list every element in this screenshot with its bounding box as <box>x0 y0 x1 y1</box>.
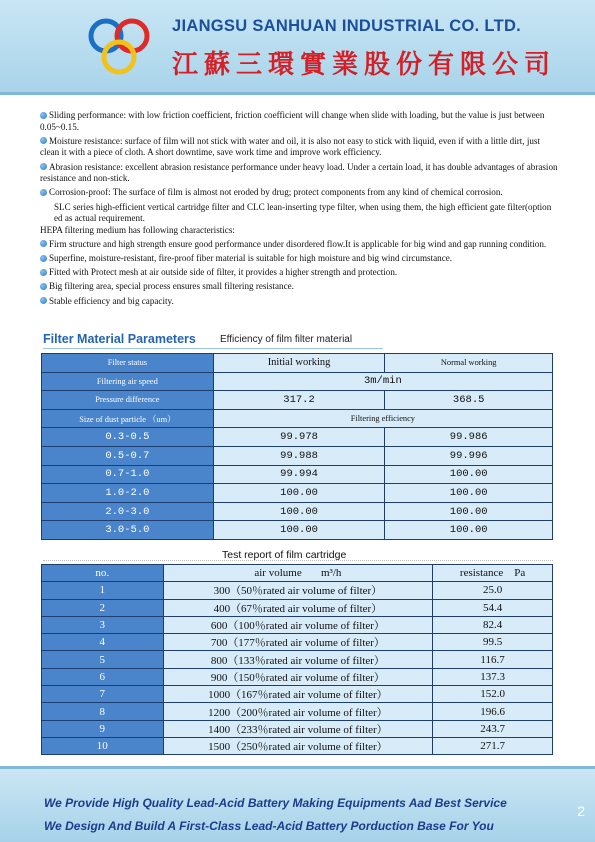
table-cell: 317.2 <box>213 391 385 410</box>
body-text <box>40 110 560 310</box>
section-divider <box>43 348 383 349</box>
list-item: Abrasion resistance: excellent abrasion resistance performance under heavy load. Under a certain load, it has double advantages of abrasion resistance and non-stick. <box>40 161 558 184</box>
table-header-cell: resistance Pa <box>433 565 553 582</box>
table-cell: 99.978 <box>213 428 385 447</box>
table-row <box>42 409 553 428</box>
section-subtitle: Efficiency of film filter material <box>220 334 353 345</box>
table-cell: 100.00 <box>213 521 385 540</box>
test-report-table <box>41 564 553 755</box>
bullet-icon <box>40 163 47 170</box>
table-cell: Filtering efficiency <box>213 409 552 428</box>
page-footer <box>0 766 595 842</box>
section-title: Filter Material Parameters <box>43 332 196 346</box>
table-cell: 7 <box>42 686 164 703</box>
table-cell: 100.00 <box>385 521 553 540</box>
table-row <box>42 634 553 651</box>
table-cell: 82.4 <box>433 616 553 633</box>
table-row <box>42 502 553 521</box>
table-cell: Initial working <box>213 354 385 373</box>
table-cell: 1 <box>42 582 164 599</box>
list-item: Stable efficiency and big capacity. <box>40 296 560 308</box>
list-item: Big filtering area, special process ensures small filtering resistance. <box>40 281 560 293</box>
table-cell: 5 <box>42 651 164 668</box>
report-title: Test report of film cartridge <box>222 549 347 561</box>
table-row <box>42 668 553 685</box>
table-cell: 1500（250％rated air volume of filter） <box>163 737 433 754</box>
table-cell: 6 <box>42 668 164 685</box>
table-cell: 137.3 <box>433 668 553 685</box>
table-cell: 1.0-2.0 <box>42 484 214 503</box>
list-item: Corrosion-proof: The surface of film is almost not eroded by drug; protect components from any kind of chemical corrosion. <box>40 187 560 199</box>
table-cell: 54.4 <box>433 599 553 616</box>
footer-divider <box>0 766 595 769</box>
table-row <box>42 582 553 599</box>
table-cell: 300（50％rated air volume of filter） <box>163 582 433 599</box>
table-row <box>42 372 553 391</box>
table-cell: 243.7 <box>433 720 553 737</box>
filter-parameters-table <box>41 353 553 540</box>
table-row <box>42 484 553 503</box>
table-row <box>42 465 553 484</box>
bullet-icon <box>40 255 47 262</box>
table-row <box>42 391 553 410</box>
table-cell: 3.0-5.0 <box>42 521 214 540</box>
table-row <box>42 737 553 754</box>
table-cell: 99.986 <box>385 428 553 447</box>
table-row <box>42 521 553 540</box>
table-cell: 196.6 <box>433 703 553 720</box>
company-name-cn: 江蘇三環實業股份有限公司 <box>172 50 557 80</box>
table-cell: 4 <box>42 634 164 651</box>
table-cell: 1200（200％rated air volume of filter） <box>163 703 433 720</box>
list-item: Fitted with Protect mesh at air outside side of filter, it provides a higher strength and protection. <box>40 267 560 279</box>
table-cell: 0.7-1.0 <box>42 465 214 484</box>
table-header-cell: air volume m³/h <box>163 565 433 582</box>
table-header-cell: no. <box>42 565 164 582</box>
table-cell: Pressure difference <box>42 391 214 410</box>
bullet-icon <box>40 269 47 276</box>
table-row <box>42 599 553 616</box>
table-cell: 100.00 <box>385 484 553 503</box>
table-cell: 99.996 <box>385 446 553 465</box>
table-row <box>42 703 553 720</box>
table-cell: Filtering air speed <box>42 372 214 391</box>
company-name-en: JIANGSU SANHUAN INDUSTRIAL CO. LTD. <box>172 17 522 35</box>
list-item: Firm structure and high strength ensure good performance under disordered flow.It is applicable for big wind and gap running condition. <box>40 239 560 251</box>
table-cell: Normal working <box>385 354 553 373</box>
table-cell: 368.5 <box>385 391 553 410</box>
table-cell: 700（177％rated air volume of filter） <box>163 634 433 651</box>
table-cell: 100.00 <box>385 465 553 484</box>
divider <box>43 560 553 561</box>
table-cell: Size of dust particle （um） <box>42 409 214 428</box>
table-cell: 1000（167％rated air volume of filter） <box>163 686 433 703</box>
table-cell: 8 <box>42 703 164 720</box>
table-cell: 0.3-0.5 <box>42 428 214 447</box>
bullet-icon <box>40 189 47 196</box>
page-number: 2 <box>577 803 585 819</box>
table-cell: 100.00 <box>213 484 385 503</box>
table-cell: 800（133％rated air volume of filter） <box>163 651 433 668</box>
table-cell: 600（100％rated air volume of filter） <box>163 616 433 633</box>
table-row <box>42 686 553 703</box>
table-cell: 400（67％rated air volume of filter） <box>163 599 433 616</box>
footer-slogan-2: We Design And Build A First-Class Lead-Acid Battery Porduction Base For You <box>44 819 494 833</box>
list-item: Superfine, moisture-resistant, fire-proof fiber material is suitable for high moisture and big wind circumstance. <box>40 253 560 265</box>
table-cell: Filter status <box>42 354 214 373</box>
table-cell: 1400（233％rated air volume of filter） <box>163 720 433 737</box>
bullet-icon <box>40 112 47 119</box>
table-row <box>42 428 553 447</box>
paragraph: HEPA filtering medium has following characteristics: <box>40 224 235 235</box>
table-cell: 0.5-0.7 <box>42 446 214 465</box>
table-row <box>42 651 553 668</box>
page-header <box>0 0 595 92</box>
table-cell: 99.988 <box>213 446 385 465</box>
company-logo-icon <box>84 14 156 80</box>
list-item: Moisture resistance: surface of film will not stick with water and oil, it is also not easy to stick with liquid, even if with a little dirt, just clean it with a piece of cloth. A short downtime, save work time and improve work efficiency. <box>40 135 540 158</box>
table-cell: 900（150％rated air volume of filter） <box>163 668 433 685</box>
table-cell: 152.0 <box>433 686 553 703</box>
header-divider <box>0 92 595 95</box>
table-cell: 100.00 <box>385 502 553 521</box>
bullet-icon <box>40 137 47 144</box>
table-row <box>42 354 553 373</box>
table-row <box>42 616 553 633</box>
table-cell: 3 <box>42 616 164 633</box>
footer-slogan-1: We Provide High Quality Lead-Acid Battery Making Equipments Aad Best Service <box>44 796 507 810</box>
table-cell: 2.0-3.0 <box>42 502 214 521</box>
bullet-icon <box>40 283 47 290</box>
table-cell: 10 <box>42 737 164 754</box>
list-item: Sliding performance: with low friction coefficient, friction coefficient will change when slide with loading, but the value is just between 0.05~0.15. <box>40 110 545 132</box>
table-row <box>42 565 553 582</box>
bullet-icon <box>40 240 47 247</box>
table-row <box>42 446 553 465</box>
table-cell: 99.5 <box>433 634 553 651</box>
table-cell: 271.7 <box>433 737 553 754</box>
table-cell: 100.00 <box>213 502 385 521</box>
paragraph: SLC series high-efficient vertical cartridge filter and CLC lean-inserting type filter, when using them, the high efficient gate filter(option ed as actual requirement. <box>54 201 552 224</box>
table-cell: 25.0 <box>433 582 553 599</box>
table-row <box>42 720 553 737</box>
table-cell: 99.994 <box>213 465 385 484</box>
table-cell: 3m/min <box>213 372 552 391</box>
table-cell: 9 <box>42 720 164 737</box>
table-cell: 2 <box>42 599 164 616</box>
bullet-icon <box>40 297 47 304</box>
table-cell: 116.7 <box>433 651 553 668</box>
